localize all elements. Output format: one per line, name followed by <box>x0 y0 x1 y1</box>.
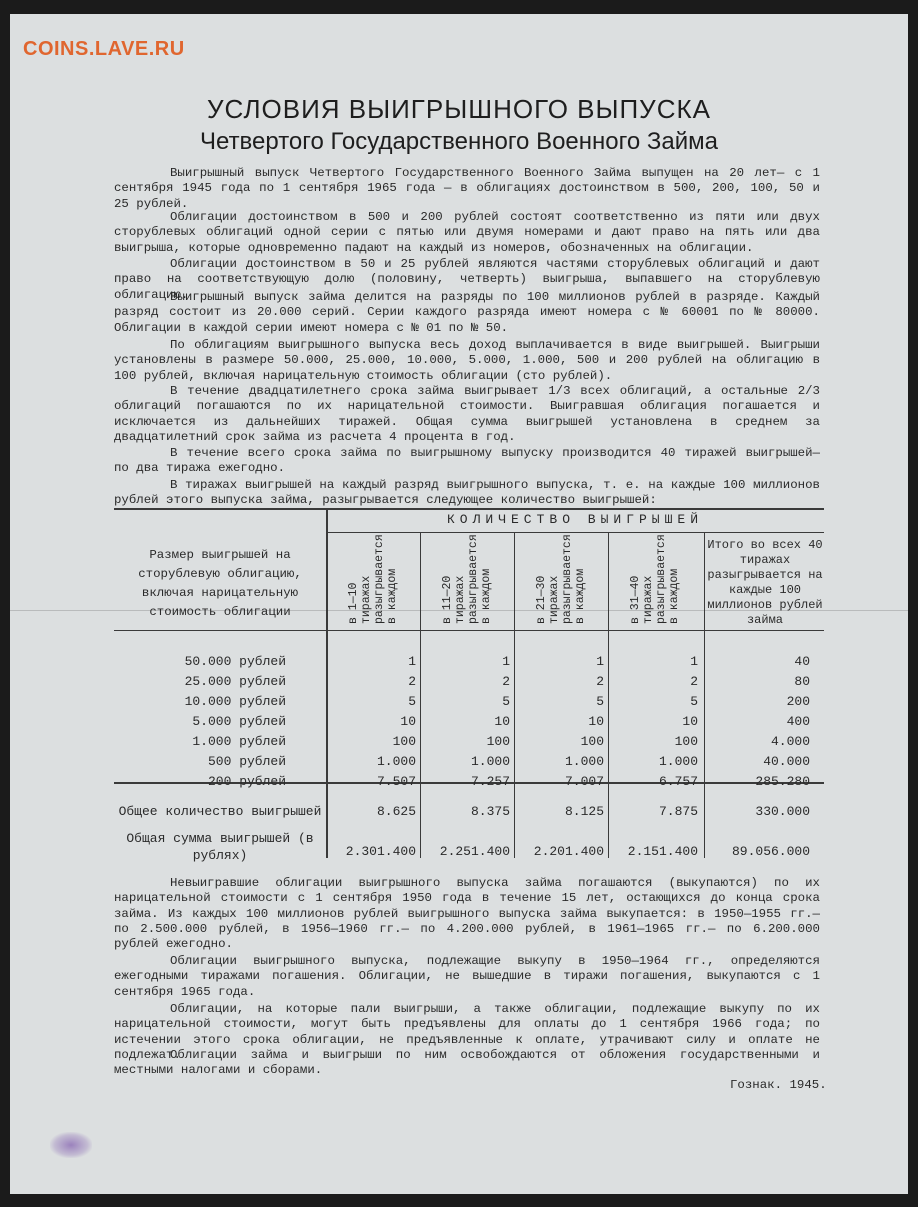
table-cell: 40.000 <box>763 754 810 769</box>
column-header-label: в 11—20 тиражах разыгрывается в каждом <box>441 534 493 624</box>
row-label: 200 рублей <box>207 774 286 789</box>
table-cell: 10 <box>400 714 416 729</box>
paragraph-3: Облигации достоинством в 50 и 25 рублей являются частями сторублевых облигаций и дают право на соответствующую долю (половину, четверть) выигрыша, выпавшего на сторублевую облигацию. <box>114 257 820 302</box>
group-header: КОЛИЧЕСТВО ВЫИГРЫШЕЙ <box>446 512 704 527</box>
paragraph-4: Выигрышный выпуск займа делится на разряды по 100 миллионов рублей в разряде. Каждый разряд состоит из 20.000 серий. Серии каждого разряда имеют номера с № 60001 по № 80000. Облигации в каждой серии имеют номера с № 01 по № 50. <box>114 290 820 335</box>
table-cell: 10 <box>682 714 698 729</box>
group-header-rule <box>326 532 824 533</box>
table-cell: 4.000 <box>770 734 810 749</box>
row-header: Размер выигрышей на сторублевую облигацию, включая нарицательную стоимость облигации <box>138 548 302 619</box>
table-cell: 100 <box>580 734 604 749</box>
total-column-header: Итого во всех 40 тиражах разыгрывается на каждые 100 миллионов рублей займа <box>707 538 823 627</box>
table-cell: 2.251.400 <box>439 844 510 859</box>
table-cell: 6.757 <box>658 774 698 789</box>
table-cell: 8.625 <box>376 804 416 819</box>
document-sheet <box>10 14 908 1194</box>
row-label: 1.000 рублей <box>192 734 286 749</box>
table-cell: 89.056.000 <box>731 844 810 859</box>
table-cell: 285.280 <box>755 774 810 789</box>
table-cell: 1.000 <box>658 754 698 769</box>
imprint: Гознак. 1945. <box>730 1078 827 1092</box>
column-header <box>328 536 418 626</box>
row-label: 25.000 рублей <box>184 674 286 689</box>
watermark: COINS.LAVE.RU <box>23 38 185 60</box>
table-cell: 7.257 <box>470 774 510 789</box>
paragraph-9: Невыигравшие облигации выигрышного выпуска займа погашаются (выкупаются) по их нарицательной стоимости с 1 сентября 1950 года в течение 15 лет, остающихся до конца срока займа. Из каждых 100 миллионов рублей выигрышного выпуска займа выкупается: в 1950—1955 гг.— по 2.500.000 рублей, в 1956—1960 гг.— по 4.200.000 рублей, в 1961—1965 гг.— по 6.200.000 рублей ежегодно. <box>114 876 820 952</box>
header-bottom-rule <box>114 630 824 631</box>
table-cell: 80 <box>794 674 810 689</box>
paragraph-1: Выигрышный выпуск Четвертого Государственного Военного Займа выпущен на 20 лет— с 1 сентября 1945 года по 1 сентября 1965 года — в облигациях достоинством в 500, 200, 100, 50 и 25 рублей. <box>114 166 820 211</box>
summary-label: Общее количество выигрышей <box>118 804 322 819</box>
table-cell: 7.875 <box>658 804 698 819</box>
table-cell: 1.000 <box>376 754 416 769</box>
column-header-label: в 31—40 тиражах разыгрывается в каждом <box>629 534 681 624</box>
table-cell: 40 <box>794 654 810 669</box>
table-cell: 1 <box>502 654 510 669</box>
title-line-2: Четвертого Государственного Военного Займа <box>200 128 718 155</box>
table-cell: 7.507 <box>376 774 416 789</box>
row-label: 500 рублей <box>207 754 286 769</box>
ink-stamp <box>50 1132 92 1158</box>
table-cell: 1 <box>690 654 698 669</box>
paragraph-10: Облигации выигрышного выпуска, подлежащие выкупу в 1950—1964 гг., определяются ежегодными тиражами погашения. Облигации, не вышедшие в тиражи погашения, выкупаются с 1 сентября 1965 года. <box>114 954 820 999</box>
table-cell: 2.151.400 <box>627 844 698 859</box>
table-cell: 10 <box>494 714 510 729</box>
row-label: 50.000 рублей <box>184 654 286 669</box>
winnings-table <box>114 508 824 863</box>
title-line-1: УСЛОВИЯ ВЫИГРЫШНОГО ВЫПУСКА <box>207 94 711 124</box>
table-cell: 10 <box>588 714 604 729</box>
col-divider <box>514 532 515 858</box>
table-cell: 5 <box>502 694 510 709</box>
column-header-label: в 21—30 тиражах разыгрывается в каждом <box>535 534 587 624</box>
table-cell: 100 <box>392 734 416 749</box>
paragraph-2: Облигации достоинством в 500 и 200 рублей состоят соответственно из пяти или двух сторублевых облигаций одной серии с пятью или двумя номерами и дают право на пять или два выигрыша, которые одновременно падают на каждый из номеров, обозначенных на облигации. <box>114 210 820 255</box>
table-cell: 1 <box>408 654 416 669</box>
table-cell: 8.125 <box>564 804 604 819</box>
table-cell: 2 <box>690 674 698 689</box>
paragraph-5: По облигациям выигрышного выпуска весь доход выплачивается в виде выигрышей. Выигрыши установлены в размере 50.000, 25.000, 10.000, 5.000, 1.000, 500 и 200 рублей на облигацию в 100 рублей, включая нарицательную стоимость облигации (сто рублей). <box>114 338 820 383</box>
table-cell: 1.000 <box>564 754 604 769</box>
table-cell: 100 <box>674 734 698 749</box>
column-header <box>516 536 606 626</box>
table-cell: 5 <box>690 694 698 709</box>
table-cell: 200 <box>786 694 810 709</box>
table-cell: 400 <box>786 714 810 729</box>
col-divider <box>704 532 705 858</box>
row-label: 10.000 рублей <box>184 694 286 709</box>
summary-label: Общая сумма выигрышей (в рублях) <box>126 831 314 863</box>
table-cell: 1.000 <box>470 754 510 769</box>
table-cell: 2.301.400 <box>345 844 416 859</box>
table-cell: 330.000 <box>755 804 810 819</box>
paragraph-8: В тиражах выигрышей на каждый разряд выигрышного выпуска, т. е. на каждые 100 миллионов рублей этого выпуска займа, разыгрывается следующее количество выигрышей: <box>114 478 820 508</box>
table-cell: 7.007 <box>564 774 604 789</box>
table-top-rule <box>114 508 824 510</box>
column-header <box>610 536 700 626</box>
table-cell: 2 <box>596 674 604 689</box>
table-cell: 1 <box>596 654 604 669</box>
column-header <box>422 536 512 626</box>
paragraph-11: Облигации, на которые пали выигрыши, а также облигации, подлежащие выкупу по их нарицательной стоимости, могут быть предъявлены для оплаты до 1 сентября 1966 года; по истечении этого срока облигации, не предъявленные к оплате, утрачивают силу и оплате не подлежат. <box>114 1002 820 1062</box>
paragraph-7: В течение всего срока займа по выигрышному выпуску производится 40 тиражей выигрышей— по два тиража ежегодно. <box>114 446 820 476</box>
table-cell: 8.375 <box>470 804 510 819</box>
table-cell: 100 <box>486 734 510 749</box>
col-divider <box>420 532 421 858</box>
table-cell: 2 <box>408 674 416 689</box>
paragraph-6: В течение двадцатилетнего срока займа выигрывает 1/3 всех облигаций, а остальные 2/3 облигаций погашаются по их нарицательной стоимости. Выигравшая облигация погашается и исключается из дальнейших тиражей. Общая сумма выигрышей установлена в среднем за двадцатилетний срок займа из расчета 4 процента в год. <box>114 384 820 444</box>
table-cell: 5 <box>596 694 604 709</box>
column-header-label: в 1—10 тиражах разыгрывается в каждом <box>347 534 399 624</box>
row-label: 5.000 рублей <box>192 714 286 729</box>
table-cell: 5 <box>408 694 416 709</box>
col-divider <box>608 532 609 858</box>
paragraph-12: Облигации займа и выигрыши по ним освобождаются от обложения государственными и местными налогами и сборами. <box>114 1048 820 1078</box>
table-cell: 2 <box>502 674 510 689</box>
table-cell: 2.201.400 <box>533 844 604 859</box>
